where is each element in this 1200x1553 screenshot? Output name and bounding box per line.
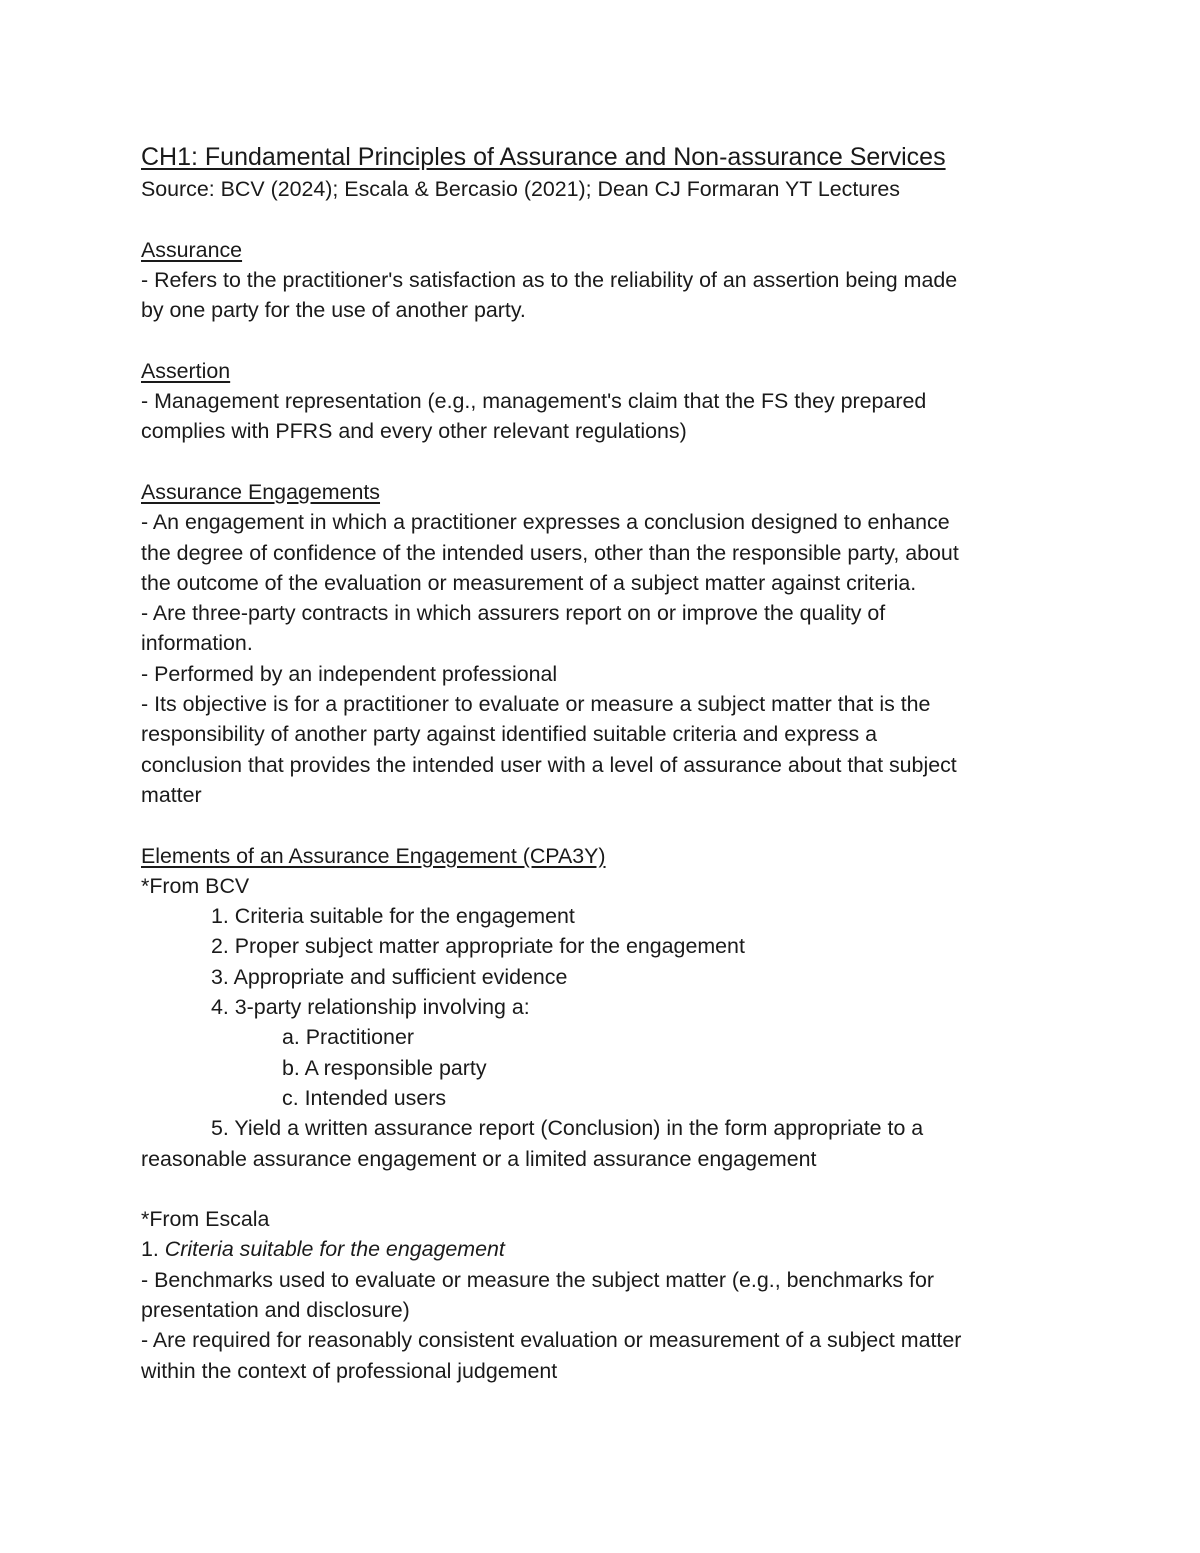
- document-title: CH1: Fundamental Principles of Assurance and Non-assurance Services: [141, 143, 946, 171]
- elements-item: 4. 3-party relationship involving a:: [211, 995, 530, 1020]
- spacer: [141, 325, 1061, 355]
- elements-item-continued: reasonable assurance engagement or a limited assurance engagement: [141, 1146, 817, 1171]
- engagements-heading: Assurance Engagements: [141, 479, 381, 504]
- escala-line: - Are required for reasonably consistent evaluation or measurement of a subject matter: [141, 1328, 962, 1353]
- assertion-line: - Management representation (e.g., management's claim that the FS they prepared: [141, 389, 927, 414]
- escala-line: presentation and disclosure): [141, 1297, 410, 1322]
- engagements-line: the degree of confidence of the intended users, other than the responsible party, about: [141, 540, 959, 565]
- elements-item: 3. Appropriate and sufficient evidence: [211, 964, 568, 989]
- escala-line: - Benchmarks used to evaluate or measure the subject matter (e.g., benchmarks for: [141, 1267, 935, 1292]
- elements-item: 2. Proper subject matter appropriate for the engagement: [211, 934, 745, 959]
- assurance-heading: Assurance: [141, 237, 243, 262]
- assertion-heading: Assertion: [141, 358, 231, 383]
- escala-line: within the context of professional judgement: [141, 1358, 558, 1383]
- engagements-line: matter: [141, 782, 202, 807]
- elements-subitem: a. Practitioner: [282, 1025, 414, 1050]
- escala-item-title: [141, 1234, 1061, 1264]
- escala-item-text: Criteria suitable for the engagement: [164, 1237, 505, 1262]
- spacer: [141, 204, 1061, 234]
- from-escala-label: *From Escala: [141, 1207, 270, 1232]
- engagements-line: information.: [141, 631, 253, 656]
- elements-item: 1. Criteria suitable for the engagement: [211, 904, 575, 929]
- escala-item-number: 1.: [141, 1237, 165, 1262]
- elements-subitem: c. Intended users: [282, 1085, 447, 1110]
- engagements-line: - Are three-party contracts in which assurers report on or improve the quality of: [141, 601, 886, 626]
- elements-subitem: b. A responsible party: [282, 1055, 487, 1080]
- engagements-line: the outcome of the evaluation or measurement of a subject matter against criteria.: [141, 570, 917, 595]
- assurance-line: - Refers to the practitioner's satisfaction as to the reliability of an assertion being made: [141, 267, 958, 292]
- engagements-line: - Its objective is for a practitioner to evaluate or measure a subject matter that is the: [141, 692, 931, 717]
- elements-heading: Elements of an Assurance Engagement (CPA3Y): [141, 843, 606, 868]
- document-page: [141, 141, 1061, 1386]
- assurance-line: by one party for the use of another party.: [141, 298, 526, 323]
- source-line: Source: BCV (2024); Escala & Bercasio (2021); Dean CJ Formaran YT Lectures: [141, 177, 900, 201]
- from-bcv-label: *From BCV: [141, 873, 250, 898]
- engagements-line: - An engagement in which a practitioner expresses a conclusion designed to enhance: [141, 510, 950, 535]
- spacer: [141, 810, 1061, 840]
- engagements-line: conclusion that provides the intended user with a level of assurance about that subject: [141, 752, 957, 777]
- engagements-line: - Performed by an independent professional: [141, 661, 558, 686]
- spacer: [141, 447, 1061, 477]
- elements-item: 5. Yield a written assurance report (Conclusion) in the form appropriate to a: [211, 1116, 924, 1141]
- assertion-line: complies with PFRS and every other relevant regulations): [141, 419, 687, 444]
- spacer: [141, 1174, 1061, 1204]
- engagements-line: responsibility of another party against identified suitable criteria and express a: [141, 722, 878, 747]
